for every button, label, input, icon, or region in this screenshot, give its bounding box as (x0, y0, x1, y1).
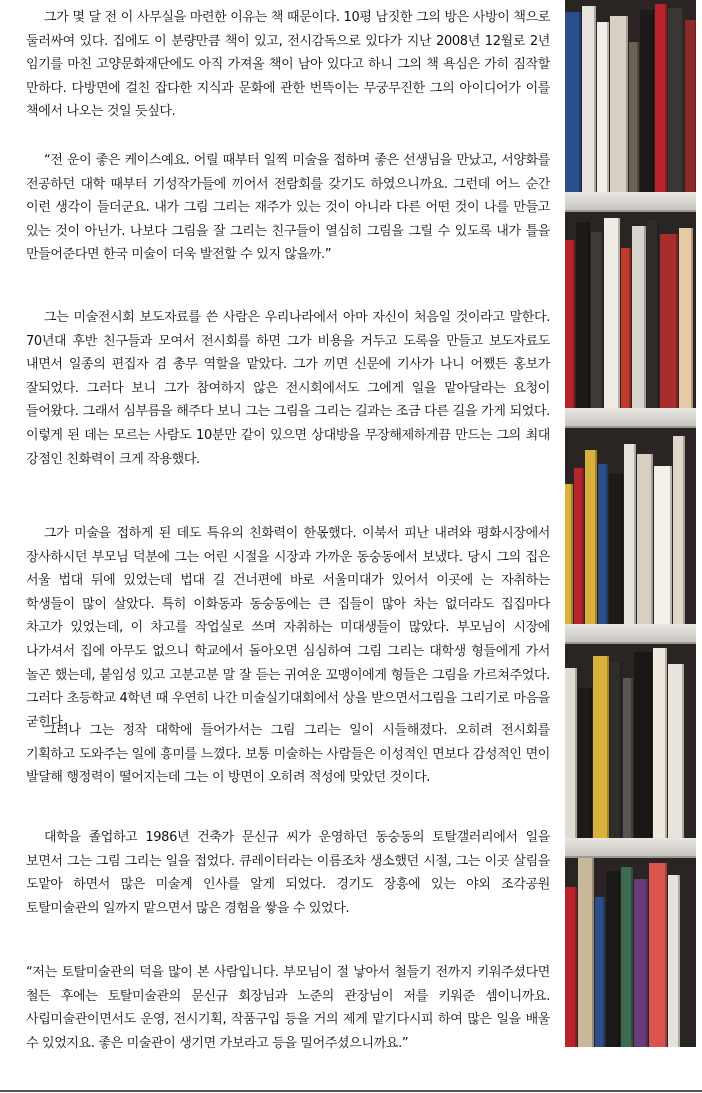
book-row (565, 642, 696, 838)
book-spine (585, 450, 597, 624)
book-row (565, 210, 696, 408)
book-spine (610, 662, 622, 838)
paragraph-total-gallery: 대학을 졸업하고 1986년 건축가 문신규 씨가 운영하던 동숭동의 토탈갤러리에서 일을 보면서 그는 그림 그리는 일을 접었다. 큐레이터라는 이름조차 생소했던 시절, 그는 이곳 살림을 도맡아 하면서 많은 미술계 인사를 알게 되었다. 경기도 장흥에 있는 야외 조각공원 토탈미술관의 일까지 맡으면서 많은 경험을 쌓을 수 있었다. (26, 830, 550, 916)
paragraph-office-books: 그가 몇 달 전 이 사무실을 마련한 이유는 책 때문이다. 10평 남짓한 그의 방은 사방이 책으로 둘러싸여 있다. 집에도 이 분량만큼 책이 있고, 전시감독으로 있다가 지난 2008년 12월로 2년 임기를 마친 고양문화재단에도 아직 가져올 책이 남아 있다고 하니 그의 책 욕심은 가히 짐작할 만하다. 다방면에 걸친 잡다한 지식과 문화에 관한 번뜩이는 무궁무진한 그의 아이디어가 이를 책에서 나오는 것일 듯싶다. (26, 10, 550, 120)
book-spine (668, 8, 684, 192)
book-row (565, 426, 696, 624)
book-spine (591, 232, 603, 408)
book-spine (624, 444, 636, 624)
book-spine (595, 897, 605, 1047)
shelf-board (565, 624, 696, 644)
book-spine (597, 22, 609, 192)
book-spine (609, 474, 623, 624)
book-spine (632, 226, 646, 408)
book-spine (637, 454, 653, 624)
book-spine (660, 234, 678, 408)
bookshelf-photo (565, 0, 696, 1047)
shelf-board (565, 192, 696, 212)
book-spine (598, 464, 608, 624)
book-spine (668, 875, 680, 1047)
book-spine (629, 42, 639, 192)
book-spine (582, 6, 596, 192)
book-row (565, 858, 696, 1047)
paragraph-childhood: 그가 미술을 접하게 된 데도 특유의 친화력이 한몫했다. 이북서 피난 내려와 평화시장에서 장사하시던 부모님 덕분에 그는 어린 시절을 시장과 가까운 동숭동에서 보냈다. 당시 그의 집은 서울 법대 뒤에 있었는데 법대 길 건너편에 바로 서울미대가 있어서 이곳에 는 자취하는 학생들이 많이 살았다. 특히 이화동과 동숭동에는 큰 집들이 많아 차는 없더라도 집집마다 차고가 있었는데, 이 차고를 작업실로 쓰며 자취하는 미대생들이 많았다. 부모님이 시장에 나가셔서 집에 아무도 없으니 학교에서 돌아오면 심심하여 그림 그리는 대학생 형들에게 가서 놀곤 했는데, 붙임성 있고 고분고분 말 잘 듣는 귀여운 꼬맹이에게 형들은 그림을 가르쳐주었다. 그러다 초등학교 4학년 때 우연히 나간 미술실기대회에서 상을 받으면서그림을 그리기로 마음을 굳힌다. (26, 526, 550, 730)
quote-lucky-case: “전 운이 좋은 케이스예요. 어릴 때부터 일찍 미술을 접하며 좋은 선생님을 만났고, 서양화를 전공하던 대학 때부터 기성작가들에 끼어서 전람회를 갖기도 하였으니까요. 그런데 어느 순간 이런 생각이 들더군요. 내가 그림 그리는 재주가 있는 것이 아니라 다른 어떤 것이 나를 만들고 있는 것이 아닌가. 나보다 그림을 잘 그리는 친구들이 열심히 그림을 그릴 수 있도록 내가 틀을 만들어준다면 한국 미술이 더욱 발전할 수 있지 않을까.” (26, 153, 550, 263)
book-spine (685, 20, 696, 192)
book-spine (565, 240, 575, 408)
book-spine (578, 858, 594, 1047)
page-divider (0, 1090, 702, 1092)
book-spine (565, 887, 577, 1047)
paragraph-university: 그러나 그는 정작 대학에 들어가서는 그림 그리는 일이 시들해졌다. 오히려 전시회를 기획하고 도와주는 일에 흥미를 느꼈다. 보통 미술하는 사람들은 이성적인 면보다 감성적인 면이 발달해 행정력이 떨어지는데 그는 이 방면이 오히려 적성에 맞았던 것이다. (26, 723, 550, 786)
book-spine (623, 678, 633, 838)
book-row (565, 0, 696, 192)
book-spine (576, 222, 590, 408)
book-spine (621, 867, 633, 1047)
book-spine (647, 220, 659, 408)
book-spine (634, 652, 652, 838)
book-spine (653, 648, 667, 838)
book-spine (574, 468, 584, 624)
book-spine (621, 248, 631, 408)
book-spine (565, 484, 573, 624)
book-spine (606, 871, 620, 1047)
quote-total-museum: “저는 토탈미술관의 덕을 많이 본 사람입니다. 부모님이 절 낳아서 철들기 전까지 키워주셨다면 철든 후에는 토탈미술관의 문신규 회장님과 노준의 관장님이 저를 키워준 셈이니까요. 사립미술관이면서도 운영, 전시기획, 작품구입 등을 거의 제게 맡기다시피 하여 많은 일을 배울 수 있었지요. 좋은 미술관이 생기면 가보라고 등을 밀어주셨으니까요.” (26, 965, 550, 1051)
book-spine (640, 10, 654, 192)
book-spine (649, 863, 667, 1047)
book-spine (668, 664, 684, 838)
book-spine (655, 4, 667, 192)
paragraph-press-release: 그는 미술전시회 보도자료를 쓴 사람은 우리나라에서 아마 자신이 처음일 것이라고 말한다. 70년대 후반 친구들과 모여서 전시회를 하면 그가 비용을 거두고 도록을 만들고 보도자료도 내면서 일종의 편집자 겸 총무 역할을 맡았다. 그가 끼면 신문에 기사가 나니 어쨌든 홍보가 잘되었다. 그러다 보니 그가 참여하지 않은 전시회에서도 그에게 일을 맡아달라는 요청이 들어왔다. 그래서 심부름을 해주다 보니 그는 그림을 그리는 길과는 조금 다른 길을 가게 되었다. 이렇게 된 데는 모르는 사람도 10분만 같이 있으면 상대방을 무장해제하게끔 만드는 그의 최대 강점인 친화력이 크게 작용했다. (26, 310, 550, 467)
book-spine (565, 12, 581, 192)
book-spine (673, 436, 685, 624)
book-spine (565, 668, 577, 838)
shelf-board (565, 838, 696, 858)
book-spine (610, 16, 628, 192)
book-spine (654, 466, 672, 624)
book-spine (578, 688, 592, 838)
shelf-board (565, 408, 696, 428)
book-spine (604, 218, 620, 408)
book-spine (634, 879, 648, 1047)
book-spine (593, 656, 609, 838)
book-spine (679, 228, 693, 408)
